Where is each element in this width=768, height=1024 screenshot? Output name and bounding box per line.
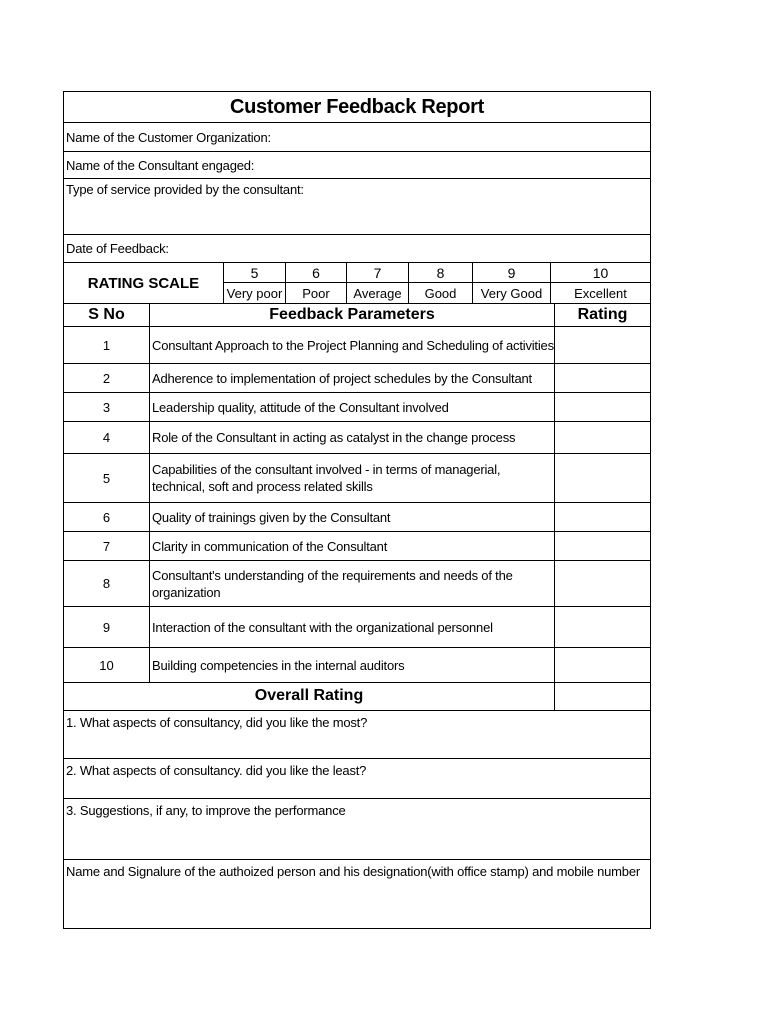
rating-description: Good <box>424 285 457 301</box>
row-parameter: Adherence to implementation of project schedules by the Consultant <box>149 364 554 392</box>
row-number: 9 <box>102 619 111 635</box>
row-rating-input[interactable] <box>554 561 650 606</box>
overall-rating-input[interactable] <box>554 682 650 710</box>
rating-description: Average <box>353 285 402 301</box>
table-row <box>64 561 650 607</box>
row-parameter: Consultant Approach to the Project Planning and Scheduling of activities <box>149 327 554 363</box>
table-header <box>64 304 650 327</box>
row-rating-input[interactable] <box>554 607 650 647</box>
consultant-field-label: Name of the Consultant engaged: <box>66 157 255 173</box>
table-row <box>64 422 650 454</box>
question-liked-most-label: 1. What aspects of consultancy, did you like the most? <box>66 715 368 730</box>
table-row <box>64 327 650 364</box>
question-liked-least-label: 2. What aspects of consultancy. did you like the least? <box>66 763 367 778</box>
rating-description: Poor <box>302 285 330 301</box>
overall-rating-label: Overall Rating <box>254 687 364 704</box>
row-rating-input[interactable] <box>554 422 650 453</box>
row-number: 7 <box>102 538 111 554</box>
row-number: 5 <box>102 470 111 486</box>
service-field-label: Type of service provided by the consultant: <box>66 182 304 197</box>
rating-scale-option <box>408 263 472 303</box>
signature-field-label: Name and Signalure of the authoized person and his designation(with office stamp) and mobile number <box>66 864 640 879</box>
rating-scale-option <box>223 263 285 303</box>
rating-score: 10 <box>551 263 650 283</box>
row-parameter: Interaction of the consultant with the organizational personnel <box>149 607 554 647</box>
rating-score: 5 <box>224 263 285 283</box>
rating-score: 8 <box>409 263 472 283</box>
row-parameter: Consultant's understanding of the requirements and needs of the organization <box>149 561 554 606</box>
overall-rating-row <box>64 682 650 711</box>
org-field[interactable] <box>64 123 650 152</box>
row-parameter: Building competencies in the internal auditors <box>149 648 554 682</box>
row-rating-input[interactable] <box>554 327 650 363</box>
table-row <box>64 607 650 648</box>
org-field-label: Name of the Customer Organization: <box>66 129 271 145</box>
rating-scale-option <box>346 263 408 303</box>
row-number: 8 <box>102 576 111 591</box>
rating-description: Very Good <box>480 285 543 301</box>
date-field-label: Date of Feedback: <box>66 241 169 256</box>
service-field[interactable] <box>64 179 650 235</box>
table-row <box>64 393 650 422</box>
form-title: Customer Feedback Report <box>64 92 650 123</box>
table-row <box>64 454 650 503</box>
rating-score: 9 <box>473 263 550 283</box>
row-number: 1 <box>102 337 111 353</box>
row-number: 2 <box>102 370 111 386</box>
rating-score: 7 <box>347 263 408 283</box>
rating-score: 6 <box>286 263 346 283</box>
table-row <box>64 532 650 561</box>
row-parameter: Clarity in communication of the Consultant <box>149 532 554 560</box>
row-parameter: Leadership quality, attitude of the Consultant involved <box>149 393 554 421</box>
row-rating-input[interactable] <box>554 393 650 421</box>
table-row <box>64 503 650 532</box>
col-rating-header: Rating <box>554 304 650 326</box>
consultant-field[interactable] <box>64 152 650 179</box>
rating-scale-option <box>285 263 346 303</box>
rating-description: Very poor <box>226 285 283 301</box>
rating-scale <box>64 263 650 304</box>
feedback-form <box>63 91 651 929</box>
signature-field[interactable] <box>64 860 650 928</box>
rating-description: Excellent <box>574 285 627 301</box>
row-rating-input[interactable] <box>554 454 650 502</box>
row-number: 3 <box>102 399 111 415</box>
table-row <box>64 364 650 393</box>
row-parameter: Quality of trainings given by the Consultant <box>149 503 554 531</box>
row-rating-input[interactable] <box>554 532 650 560</box>
row-parameter: Role of the Consultant in acting as catalyst in the change process <box>149 422 554 453</box>
question-suggestions[interactable] <box>64 799 650 860</box>
rating-scale-label: RATING SCALE <box>87 274 200 292</box>
row-number: 6 <box>102 509 111 525</box>
col-params-header: Feedback Parameters <box>149 304 554 326</box>
row-number: 4 <box>102 430 111 445</box>
row-parameter: Capabilities of the consultant involved - in terms of managerial, technical, soft and process related skills <box>149 454 554 502</box>
question-liked-least[interactable] <box>64 759 650 799</box>
rating-scale-option <box>472 263 550 303</box>
row-number: 10 <box>99 657 114 673</box>
question-liked-most[interactable] <box>64 711 650 759</box>
table-row <box>64 648 650 683</box>
col-sno-header: S No <box>88 306 125 323</box>
rating-scale-option <box>550 263 650 303</box>
date-field[interactable] <box>64 235 650 263</box>
question-suggestions-label: 3. Suggestions, if any, to improve the performance <box>66 803 346 818</box>
row-rating-input[interactable] <box>554 503 650 531</box>
row-rating-input[interactable] <box>554 364 650 392</box>
row-rating-input[interactable] <box>554 648 650 682</box>
